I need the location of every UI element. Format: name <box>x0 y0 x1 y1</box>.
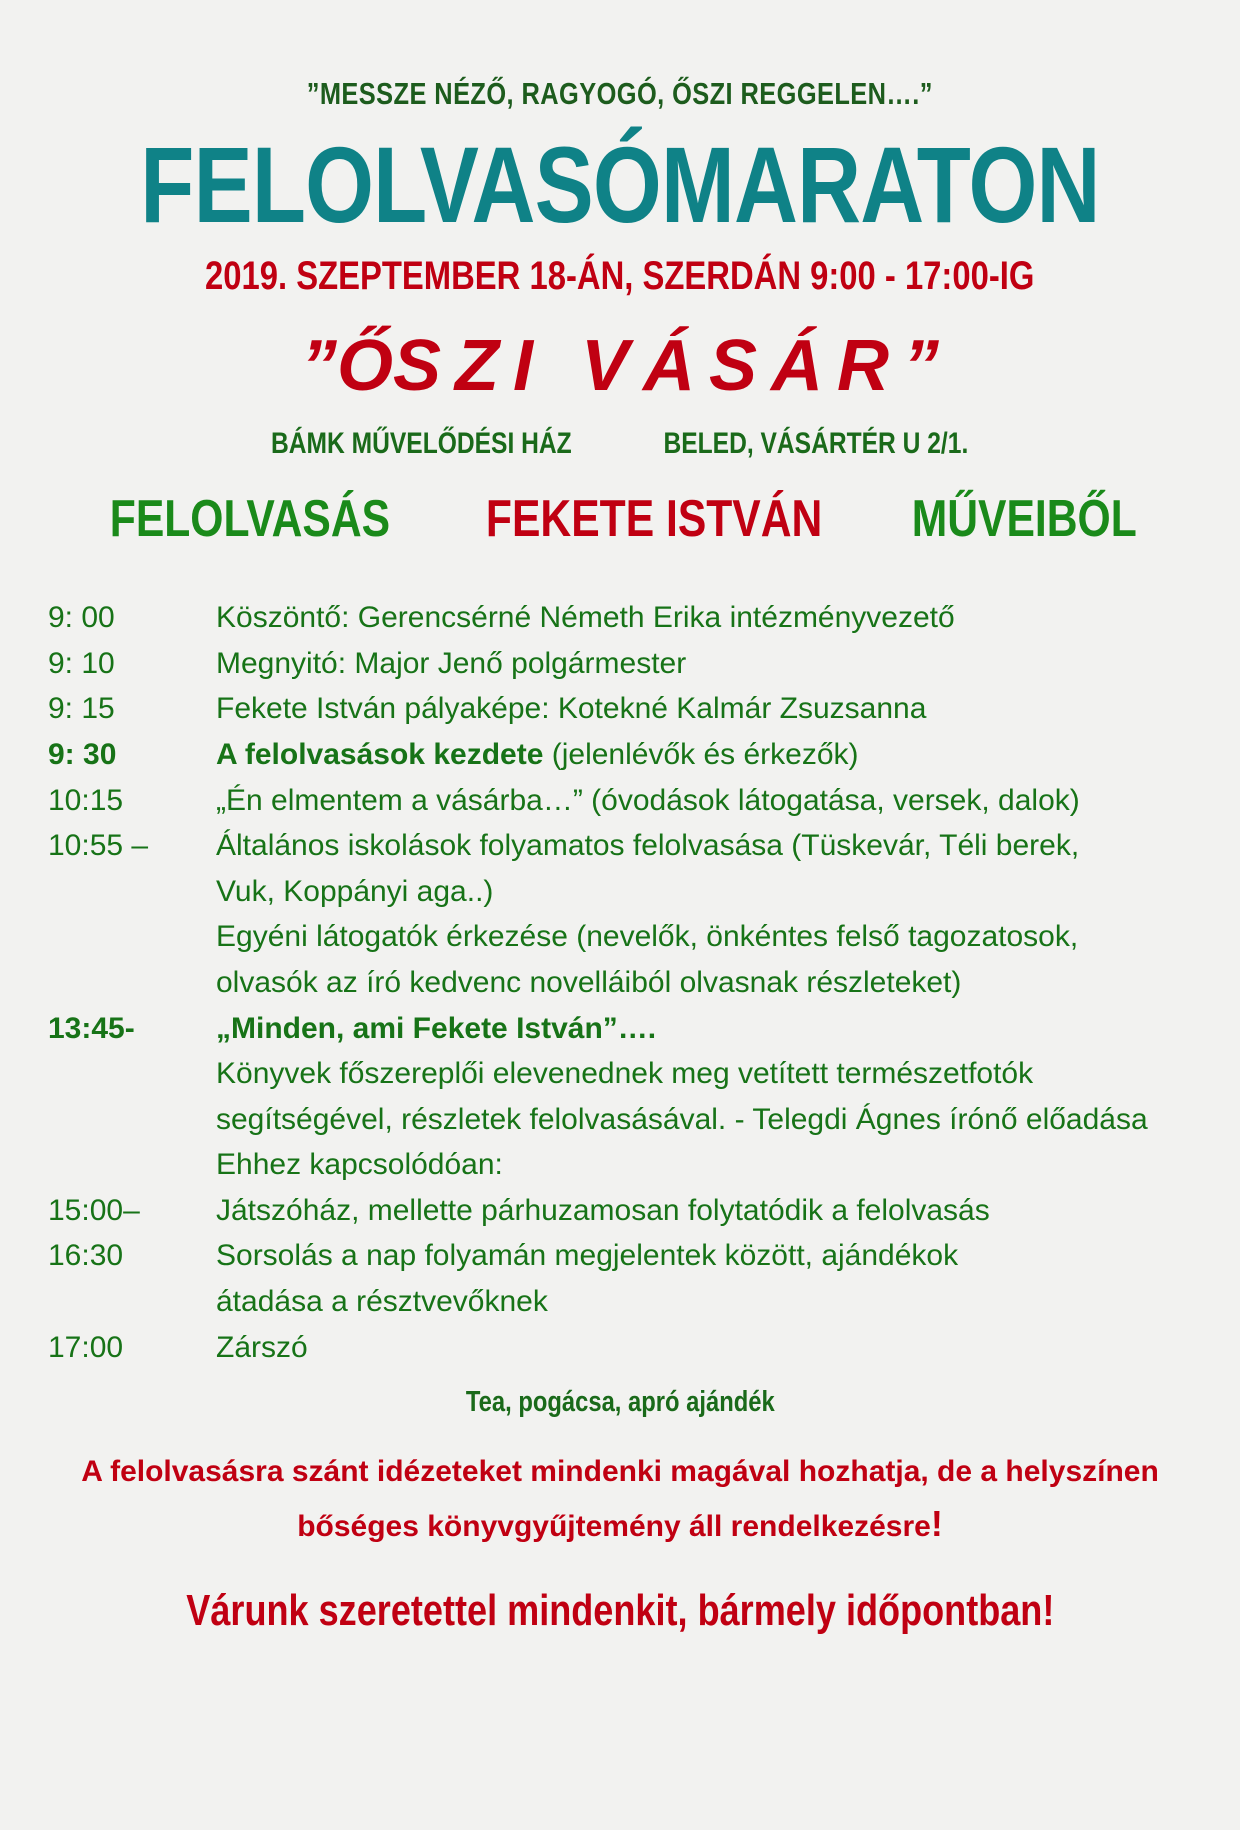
venue-address: BELED, VÁSÁRTÉR U 2/1. <box>663 427 969 461</box>
welcome-call-to-action <box>0 1586 1240 1636</box>
schedule-row <box>48 823 1188 869</box>
header-quote-text: ”MESSZE NÉZŐ, RAGYOGÓ, ŐSZI REGGELEN….” <box>306 76 934 111</box>
schedule-description-emphasis: „Minden, ami Fekete István”…. <box>216 1011 657 1045</box>
subtitle-spaced-text: SZI VÁSÁR <box>392 326 904 407</box>
venue-name: BÁMK MŰVELŐDÉSI HÁZ <box>270 427 572 461</box>
subtitle-close-quote: ” <box>903 326 940 407</box>
schedule-time: 10:55 – <box>48 829 149 863</box>
schedule-row <box>48 1233 1188 1279</box>
reading-word-muveibol: MŰVEIBŐL <box>911 490 1137 549</box>
schedule-description-emphasis: A felolvasások kezdete <box>216 737 544 771</box>
reading-headline <box>0 489 1240 549</box>
reading-word-felolvasas: FELOLVASÁS <box>109 490 390 549</box>
schedule-description: „Én elmentem a vásárba…” (óvodások látogatása, versek, dalok) <box>216 783 1080 817</box>
schedule-row <box>48 1097 1188 1143</box>
schedule-description: olvasók az író kedvenc novelláiból olvasnak részleteket) <box>216 965 962 999</box>
schedule-row <box>48 914 1188 960</box>
schedule-description: átadása a résztvevőknek <box>216 1285 548 1319</box>
schedule-time: 9: 15 <box>48 692 115 726</box>
schedule-row <box>48 1325 1188 1371</box>
tea-note-text: Tea, pogácsa, apró ajándék <box>465 1386 775 1419</box>
schedule-description: Ehhez kapcsolódóan: <box>216 1148 503 1182</box>
schedule-row <box>48 1188 1188 1234</box>
event-date-line <box>0 254 1240 299</box>
schedule-description: Könyvek főszereplői elevenednek meg vetített természetfotók <box>216 1057 1034 1091</box>
bring-quotes-text: A felolvasásra szánt idézeteket mindenki magával hozhatja, de a helyszínen bőséges könyvgyűjtemény áll rendelkezésre <box>81 1455 1159 1543</box>
page-title-text: FELOLVASÓMARATON <box>140 124 1100 245</box>
page-title <box>0 124 1240 245</box>
schedule-description: Megnyitó: Major Jenő polgármester <box>216 646 687 680</box>
schedule-time: 13:45- <box>48 1011 135 1045</box>
schedule-description: segítségével, részletek felolvasásával. - Telegdi Ágnes írónő előadása <box>216 1102 1148 1136</box>
subtitle-oszi-vasar <box>0 325 1240 407</box>
schedule-row <box>48 641 1188 687</box>
schedule-description: Játszóház, mellette párhuzamosan folytatódik a felolvasás <box>216 1193 990 1227</box>
event-date-text: 2019. SZEPTEMBER 18-ÁN, SZERDÁN 9:00 - 17:00-IG <box>205 254 1035 299</box>
schedule-row <box>48 686 1188 732</box>
tea-note <box>0 1386 1240 1419</box>
schedule-time: 9: 10 <box>48 646 115 680</box>
schedule-row <box>48 869 1188 915</box>
schedule-description <box>216 1006 1188 1052</box>
schedule-list <box>0 595 1240 1370</box>
schedule-description: Egyéni látogatók érkezése (nevelők, önkéntes felső tagozatosok, <box>216 920 1079 954</box>
schedule-row <box>48 1051 1188 1097</box>
schedule-description: Zárszó <box>216 1330 308 1364</box>
schedule-row <box>48 732 1188 778</box>
schedule-time: 9: 30 <box>48 737 117 771</box>
schedule-row <box>48 1279 1188 1325</box>
subtitle-open-quote: ”Ő <box>300 326 393 407</box>
schedule-time: 15:00– <box>48 1193 140 1227</box>
bring-quotes-note <box>42 1449 1198 1551</box>
schedule-row <box>48 1006 1188 1052</box>
schedule-row <box>48 595 1188 641</box>
schedule-time: 16:30 <box>48 1239 124 1273</box>
schedule-row <box>48 1142 1188 1188</box>
venue-line <box>0 427 1240 461</box>
schedule-time: 10:15 <box>48 783 124 817</box>
schedule-description: Sorsolás a nap folyamán megjelentek között, ajándékok <box>216 1239 959 1273</box>
bring-quotes-exclamation: ! <box>930 1502 943 1544</box>
schedule-time: 9: 00 <box>48 601 115 635</box>
schedule-description <box>216 732 1188 778</box>
schedule-description: Általános iskolások folyamatos felolvasása (Tüskevár, Téli berek, <box>216 829 1080 863</box>
header-quote <box>0 76 1240 112</box>
schedule-description-detail: (jelenlévők és érkezők) <box>543 737 859 771</box>
schedule-description: Vuk, Koppányi aga..) <box>216 874 494 908</box>
welcome-call-to-action-text: Várunk szeretettel mindenkit, bármely időpontban! <box>185 1585 1055 1635</box>
schedule-row <box>48 778 1188 824</box>
reading-author-name: FEKETE ISTVÁN <box>485 490 822 549</box>
schedule-row <box>48 960 1188 1006</box>
schedule-description: Fekete István pályaképe: Kotekné Kalmár Zsuzsanna <box>216 692 927 726</box>
schedule-time: 17:00 <box>48 1330 124 1364</box>
schedule-description: Köszöntő: Gerencsérné Németh Erika intézményvezető <box>216 601 955 635</box>
event-poster <box>0 76 1240 1830</box>
